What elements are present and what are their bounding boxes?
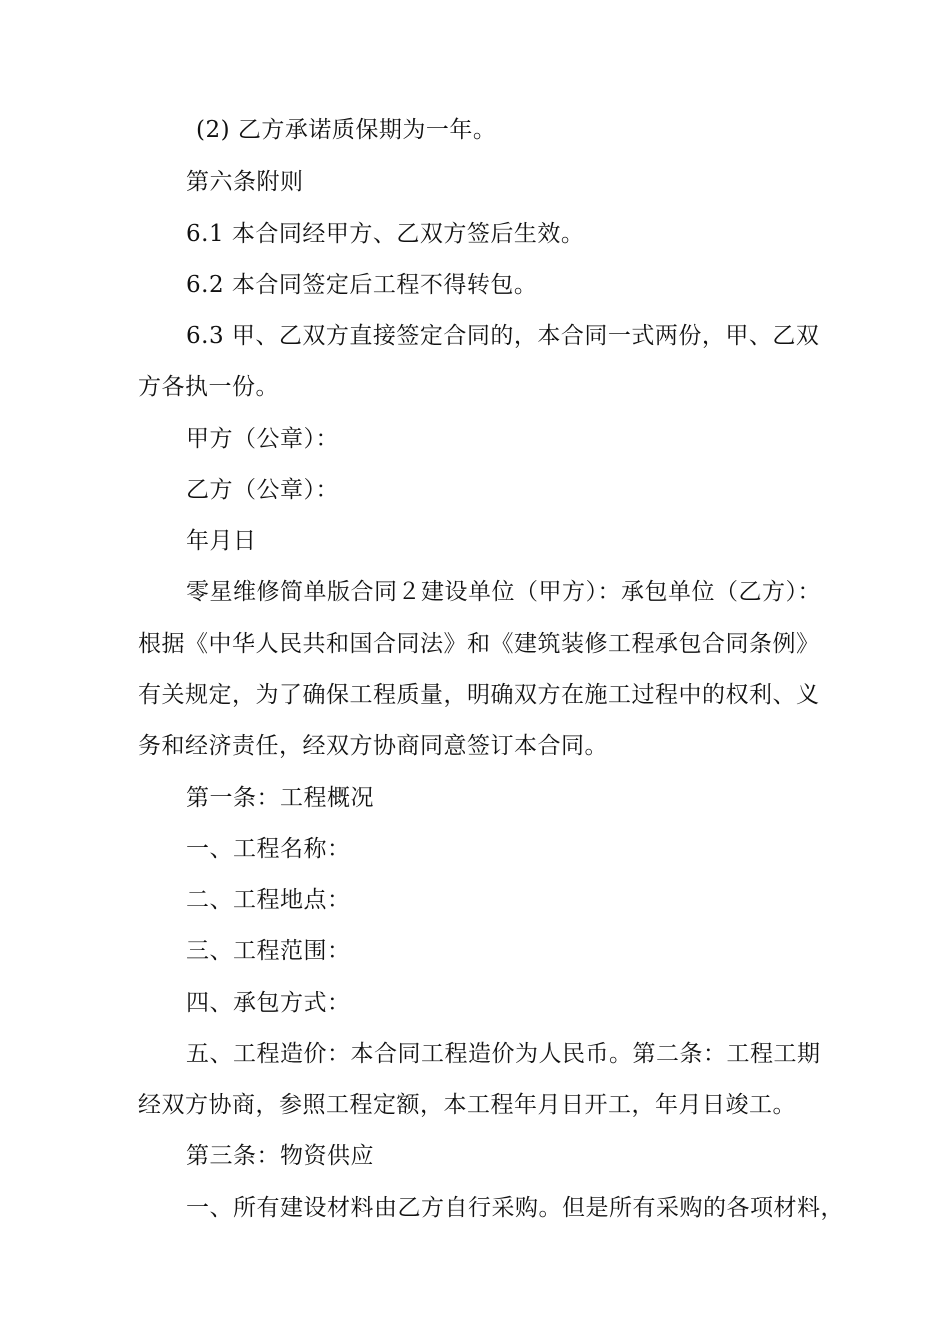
list-item: 五、工程造价：本合同工程造价为人民币。第二条：工程工期: [186, 1041, 821, 1067]
paragraph-line: 6.3 甲、乙双方直接签定合同的，本合同一式两份，甲、乙双: [186, 323, 820, 349]
section-heading: 第一条：工程概况: [186, 785, 374, 811]
section-heading: 第六条附则: [186, 169, 304, 195]
paragraph-line: 方各执一份。: [138, 374, 279, 400]
list-item: 一、工程名称：: [186, 836, 351, 862]
signature-line-party-a: 甲方（公章）：: [186, 426, 339, 452]
paragraph-line: 经双方协商，参照工程定额，本工程年月日开工，年月日竣工。: [138, 1092, 796, 1118]
paragraph-line: 务和经济责任，经双方协商同意签订本合同。: [138, 733, 608, 759]
signature-line-party-b: 乙方（公章）：: [186, 477, 339, 503]
paragraph-line: 根据《中华人民共和国合同法》和《建筑装修工程承包合同条例》: [138, 631, 820, 657]
paragraph-line: (2) 乙方承诺质保期为一年。: [196, 117, 497, 143]
list-item: 三、工程范围：: [186, 938, 351, 964]
list-item: 二、工程地点：: [186, 887, 351, 913]
section-heading: 第三条：物资供应: [186, 1143, 374, 1169]
list-item: 四、承包方式：: [186, 990, 351, 1016]
date-line: 年月日: [186, 528, 257, 554]
paragraph-line: 6.2 本合同签定后工程不得转包。: [186, 272, 538, 298]
paragraph-line: 6.1 本合同经甲方、乙双方签后生效。: [186, 221, 585, 247]
list-item: 一、所有建设材料由乙方自行采购。但是所有采购的各项材料，: [186, 1195, 844, 1221]
paragraph-line: 零星维修简单版合同２建设单位（甲方）：承包单位（乙方）：: [186, 579, 821, 605]
paragraph-line: 有关规定，为了确保工程质量，明确双方在施工过程中的权利、义: [138, 682, 820, 708]
